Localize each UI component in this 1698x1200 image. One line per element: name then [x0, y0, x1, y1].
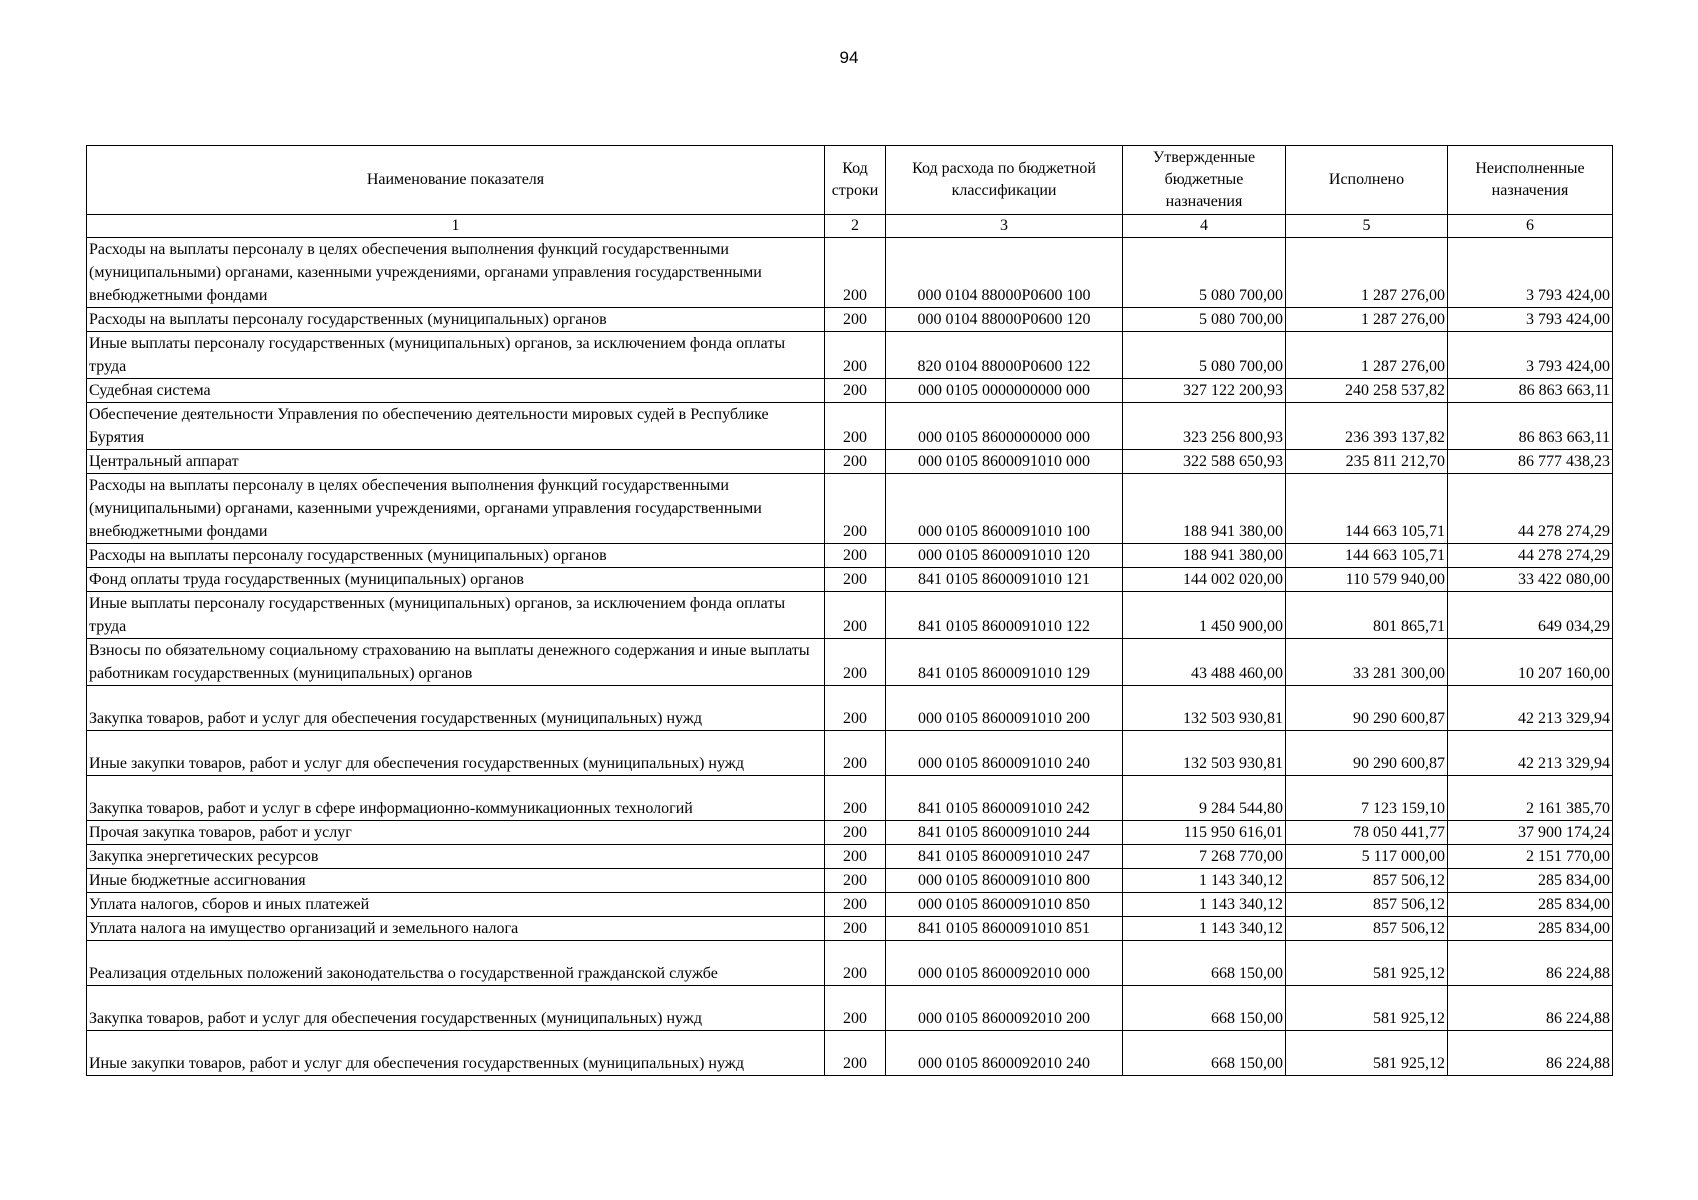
- row-approved-cell: 7 268 770,00: [1123, 845, 1286, 869]
- row-executed-cell: 1 287 276,00: [1286, 332, 1448, 379]
- page-number: 94: [839, 48, 859, 67]
- row-executed-cell: 1 287 276,00: [1286, 238, 1448, 308]
- row-classification-cell: 841 0105 8600091010 129: [886, 639, 1123, 686]
- row-approved-cell: 1 143 340,12: [1123, 917, 1286, 941]
- row-code-cell: 200: [825, 917, 886, 941]
- row-code-cell: 200: [825, 332, 886, 379]
- row-unexecuted-cell: 86 224,88: [1448, 1031, 1613, 1076]
- column-number: 3: [886, 215, 1123, 238]
- row-unexecuted-cell: 44 278 274,29: [1448, 544, 1613, 568]
- row-approved-cell: 322 588 650,93: [1123, 450, 1286, 474]
- row-code-cell: 200: [825, 731, 886, 776]
- row-unexecuted-cell: 86 777 438,23: [1448, 450, 1613, 474]
- row-unexecuted-cell: 33 422 080,00: [1448, 568, 1613, 592]
- header-classification: Код расхода по бюджетной классификации: [886, 146, 1123, 215]
- row-executed-cell: 857 506,12: [1286, 869, 1448, 893]
- table-row: [87, 308, 1613, 332]
- header-executed: Исполнено: [1286, 146, 1448, 215]
- row-executed-cell: 581 925,12: [1286, 941, 1448, 986]
- row-classification-cell: 000 0105 8600092010 200: [886, 986, 1123, 1031]
- table-row: [87, 544, 1613, 568]
- table-row: [87, 639, 1613, 686]
- row-name-cell: Закупка товаров, работ и услуг для обеспечения государственных (муниципальных) нужд: [87, 686, 825, 731]
- row-classification-cell: 000 0105 8600091010 240: [886, 731, 1123, 776]
- row-name-cell: Иные выплаты персоналу государственных (муниципальных) органов, за исключением фонда оплаты труда: [87, 592, 825, 639]
- row-name-cell: Расходы на выплаты персоналу в целях обеспечения выполнения функций государственными (муниципальными) органами, казенными учреждениями, органами управления государственными внебюджетными фондами: [87, 474, 825, 544]
- row-classification-cell: 000 0104 88000Р0600 100: [886, 238, 1123, 308]
- row-executed-cell: 235 811 212,70: [1286, 450, 1448, 474]
- row-approved-cell: 132 503 930,81: [1123, 731, 1286, 776]
- table-row: [87, 941, 1613, 986]
- row-classification-cell: 841 0105 8600091010 121: [886, 568, 1123, 592]
- row-code-cell: 200: [825, 544, 886, 568]
- row-code-cell: 200: [825, 450, 886, 474]
- row-code-cell: 200: [825, 592, 886, 639]
- row-unexecuted-cell: 3 793 424,00: [1448, 332, 1613, 379]
- row-approved-cell: 5 080 700,00: [1123, 332, 1286, 379]
- column-number-row: [87, 215, 1613, 238]
- row-name-cell: Закупка энергетических ресурсов: [87, 845, 825, 869]
- row-code-cell: 200: [825, 686, 886, 731]
- row-classification-cell: 841 0105 8600091010 247: [886, 845, 1123, 869]
- row-approved-cell: 9 284 544,80: [1123, 776, 1286, 821]
- row-code-cell: 200: [825, 1031, 886, 1076]
- column-number: 4: [1123, 215, 1286, 238]
- row-classification-cell: 841 0105 8600091010 244: [886, 821, 1123, 845]
- row-classification-cell: 000 0105 8600092010 000: [886, 941, 1123, 986]
- table-row: [87, 332, 1613, 379]
- row-executed-cell: 236 393 137,82: [1286, 403, 1448, 450]
- budget-report-table: [86, 145, 1613, 1076]
- row-name-cell: Иные закупки товаров, работ и услуг для обеспечения государственных (муниципальных) нужд: [87, 731, 825, 776]
- row-approved-cell: 1 143 340,12: [1123, 869, 1286, 893]
- row-name-cell: Расходы на выплаты персоналу государственных (муниципальных) органов: [87, 544, 825, 568]
- header-name: Наименование показателя: [87, 146, 825, 215]
- column-number: 5: [1286, 215, 1448, 238]
- row-name-cell: Иные бюджетные ассигнования: [87, 869, 825, 893]
- table-row: [87, 1031, 1613, 1076]
- row-unexecuted-cell: 649 034,29: [1448, 592, 1613, 639]
- row-executed-cell: 90 290 600,87: [1286, 731, 1448, 776]
- row-executed-cell: 144 663 105,71: [1286, 474, 1448, 544]
- row-unexecuted-cell: 86 224,88: [1448, 941, 1613, 986]
- row-unexecuted-cell: 86 224,88: [1448, 986, 1613, 1031]
- row-classification-cell: 000 0105 8600091010 000: [886, 450, 1123, 474]
- row-approved-cell: 115 950 616,01: [1123, 821, 1286, 845]
- row-name-cell: Иные закупки товаров, работ и услуг для обеспечения государственных (муниципальных) нужд: [87, 1031, 825, 1076]
- row-approved-cell: 668 150,00: [1123, 941, 1286, 986]
- row-name-cell: Обеспечение деятельности Управления по обеспечению деятельности мировых судей в Республике Бурятия: [87, 403, 825, 450]
- row-classification-cell: 841 0105 8600091010 851: [886, 917, 1123, 941]
- row-classification-cell: 000 0105 8600091010 800: [886, 869, 1123, 893]
- row-unexecuted-cell: 2 161 385,70: [1448, 776, 1613, 821]
- row-unexecuted-cell: 86 863 663,11: [1448, 403, 1613, 450]
- row-executed-cell: 857 506,12: [1286, 917, 1448, 941]
- row-approved-cell: 5 080 700,00: [1123, 238, 1286, 308]
- table-row: [87, 403, 1613, 450]
- row-name-cell: Центральный аппарат: [87, 450, 825, 474]
- row-classification-cell: 841 0105 8600091010 122: [886, 592, 1123, 639]
- row-executed-cell: 7 123 159,10: [1286, 776, 1448, 821]
- row-approved-cell: 1 450 900,00: [1123, 592, 1286, 639]
- table-body: [87, 238, 1613, 1076]
- table-row: [87, 238, 1613, 308]
- row-name-cell: Уплата налога на имущество организаций и земельного налога: [87, 917, 825, 941]
- row-code-cell: 200: [825, 893, 886, 917]
- table-row: [87, 869, 1613, 893]
- row-approved-cell: 188 941 380,00: [1123, 474, 1286, 544]
- table-row: [87, 474, 1613, 544]
- row-name-cell: Иные выплаты персоналу государственных (муниципальных) органов, за исключением фонда оплаты труда: [87, 332, 825, 379]
- row-approved-cell: 132 503 930,81: [1123, 686, 1286, 731]
- row-unexecuted-cell: 285 834,00: [1448, 893, 1613, 917]
- row-unexecuted-cell: 42 213 329,94: [1448, 731, 1613, 776]
- row-classification-cell: 000 0104 88000Р0600 120: [886, 308, 1123, 332]
- row-code-cell: 200: [825, 568, 886, 592]
- row-name-cell: Закупка товаров, работ и услуг в сфере информационно-коммуникационных технологий: [87, 776, 825, 821]
- row-name-cell: Закупка товаров, работ и услуг для обеспечения государственных (муниципальных) нужд: [87, 986, 825, 1031]
- header-approved: Утвержденные бюджетные назначения: [1123, 146, 1286, 215]
- row-unexecuted-cell: 285 834,00: [1448, 917, 1613, 941]
- row-approved-cell: 43 488 460,00: [1123, 639, 1286, 686]
- row-executed-cell: 581 925,12: [1286, 1031, 1448, 1076]
- row-unexecuted-cell: 3 793 424,00: [1448, 308, 1613, 332]
- row-approved-cell: 323 256 800,93: [1123, 403, 1286, 450]
- row-code-cell: 200: [825, 776, 886, 821]
- row-name-cell: Реализация отдельных положений законодательства о государственной гражданской службе: [87, 941, 825, 986]
- row-unexecuted-cell: 285 834,00: [1448, 869, 1613, 893]
- row-classification-cell: 000 0105 8600092010 240: [886, 1031, 1123, 1076]
- row-executed-cell: 78 050 441,77: [1286, 821, 1448, 845]
- row-executed-cell: 581 925,12: [1286, 986, 1448, 1031]
- table-row: [87, 893, 1613, 917]
- row-name-cell: Взносы по обязательному социальному страхованию на выплаты денежного содержания и иные выплаты работникам государственных (муниципальных) органов: [87, 639, 825, 686]
- row-code-cell: 200: [825, 941, 886, 986]
- row-executed-cell: 90 290 600,87: [1286, 686, 1448, 731]
- row-name-cell: Судебная система: [87, 379, 825, 403]
- row-executed-cell: 801 865,71: [1286, 592, 1448, 639]
- row-code-cell: 200: [825, 845, 886, 869]
- table-row: [87, 592, 1613, 639]
- row-code-cell: 200: [825, 403, 886, 450]
- column-number: 1: [87, 215, 825, 238]
- header-unexecuted: Неисполненные назначения: [1448, 146, 1613, 215]
- row-classification-cell: 841 0105 8600091010 242: [886, 776, 1123, 821]
- row-approved-cell: 5 080 700,00: [1123, 308, 1286, 332]
- row-classification-cell: 000 0105 8600091010 120: [886, 544, 1123, 568]
- row-unexecuted-cell: 10 207 160,00: [1448, 639, 1613, 686]
- table-row: [87, 986, 1613, 1031]
- row-executed-cell: 110 579 940,00: [1286, 568, 1448, 592]
- row-name-cell: Расходы на выплаты персоналу государственных (муниципальных) органов: [87, 308, 825, 332]
- table-row: [87, 776, 1613, 821]
- column-number: 6: [1448, 215, 1613, 238]
- table-row: [87, 450, 1613, 474]
- row-code-cell: 200: [825, 308, 886, 332]
- table-row: [87, 821, 1613, 845]
- row-unexecuted-cell: 86 863 663,11: [1448, 379, 1613, 403]
- row-classification-cell: 820 0104 88000Р0600 122: [886, 332, 1123, 379]
- row-executed-cell: 144 663 105,71: [1286, 544, 1448, 568]
- row-classification-cell: 000 0105 8600091010 100: [886, 474, 1123, 544]
- row-code-cell: 200: [825, 474, 886, 544]
- row-code-cell: 200: [825, 821, 886, 845]
- row-code-cell: 200: [825, 639, 886, 686]
- table-row: [87, 917, 1613, 941]
- row-name-cell: Расходы на выплаты персоналу в целях обеспечения выполнения функций государственными (муниципальными) органами, казенными учреждениями, органами управления государственными внебюджетными фондами: [87, 238, 825, 308]
- row-approved-cell: 144 002 020,00: [1123, 568, 1286, 592]
- row-unexecuted-cell: 44 278 274,29: [1448, 474, 1613, 544]
- row-code-cell: 200: [825, 379, 886, 403]
- row-name-cell: Уплата налогов, сборов и иных платежей: [87, 893, 825, 917]
- row-classification-cell: 000 0105 8600091010 200: [886, 686, 1123, 731]
- row-executed-cell: 240 258 537,82: [1286, 379, 1448, 403]
- row-approved-cell: 668 150,00: [1123, 1031, 1286, 1076]
- row-approved-cell: 1 143 340,12: [1123, 893, 1286, 917]
- row-code-cell: 200: [825, 869, 886, 893]
- row-classification-cell: 000 0105 8600000000 000: [886, 403, 1123, 450]
- table-row: [87, 379, 1613, 403]
- row-unexecuted-cell: 37 900 174,24: [1448, 821, 1613, 845]
- row-executed-cell: 5 117 000,00: [1286, 845, 1448, 869]
- table-row: [87, 686, 1613, 731]
- row-name-cell: Прочая закупка товаров, работ и услуг: [87, 821, 825, 845]
- row-executed-cell: 1 287 276,00: [1286, 308, 1448, 332]
- row-code-cell: 200: [825, 238, 886, 308]
- row-name-cell: Фонд оплаты труда государственных (муниципальных) органов: [87, 568, 825, 592]
- row-approved-cell: 668 150,00: [1123, 986, 1286, 1031]
- table-row: [87, 845, 1613, 869]
- row-code-cell: 200: [825, 986, 886, 1031]
- row-approved-cell: 327 122 200,93: [1123, 379, 1286, 403]
- row-approved-cell: 188 941 380,00: [1123, 544, 1286, 568]
- header-row: [87, 146, 1613, 215]
- header-code: Код строки: [825, 146, 886, 215]
- table-row: [87, 568, 1613, 592]
- row-unexecuted-cell: 2 151 770,00: [1448, 845, 1613, 869]
- column-number: 2: [825, 215, 886, 238]
- table-row: [87, 731, 1613, 776]
- row-unexecuted-cell: 3 793 424,00: [1448, 238, 1613, 308]
- row-executed-cell: 857 506,12: [1286, 893, 1448, 917]
- row-classification-cell: 000 0105 0000000000 000: [886, 379, 1123, 403]
- row-classification-cell: 000 0105 8600091010 850: [886, 893, 1123, 917]
- row-executed-cell: 33 281 300,00: [1286, 639, 1448, 686]
- row-unexecuted-cell: 42 213 329,94: [1448, 686, 1613, 731]
